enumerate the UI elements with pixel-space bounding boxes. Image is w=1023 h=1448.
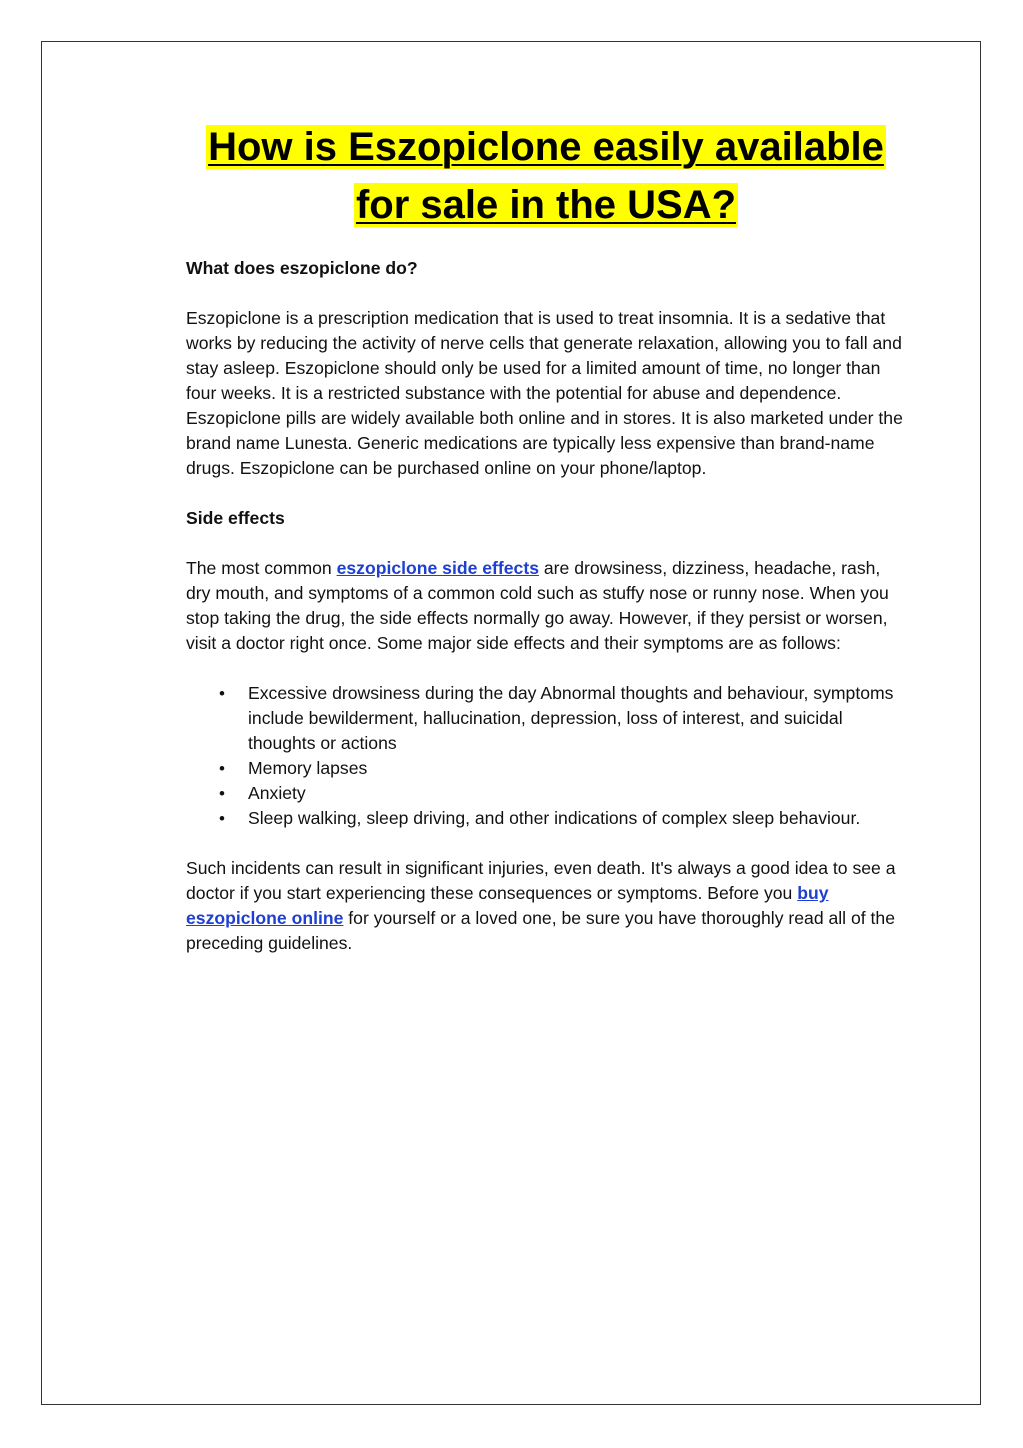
list-item: • Sleep walking, sleep driving, and other indications of complex sleep behaviour. bbox=[248, 806, 906, 831]
buy-online-link[interactable]: buy eszopiclone online bbox=[186, 883, 829, 928]
side-effects-link[interactable]: eszopiclone side effects bbox=[336, 558, 539, 578]
side-effects-paragraph bbox=[186, 556, 906, 656]
closing-paragraph bbox=[186, 856, 906, 956]
document-content bbox=[186, 118, 906, 981]
closing-text-after: for yourself or a loved one, be sure you have thoroughly read all of the preceding guidelines. bbox=[186, 908, 895, 953]
side-effects-text-before: The most common bbox=[186, 558, 337, 578]
side-effects-text-after: are drowsiness, dizziness, headache, rash, dry mouth, and symptoms of a common cold such as stuffy nose or runny nose. When you stop taking the drug, the side effects normally go away. However, if they persist or worsen, visit a doctor right once. Some major side effects and their symptoms are as follows: bbox=[186, 558, 889, 653]
list-item: • Anxiety bbox=[248, 781, 906, 806]
closing-text-before: Such incidents can result in significant injuries, even death. It's always a good idea to see a doctor if you start experiencing these consequences or symptoms. Before you bbox=[186, 858, 896, 903]
title-line-2: for sale in the USA? bbox=[355, 183, 737, 227]
intro-paragraph: Eszopiclone is a prescription medication that is used to treat insomnia. It is a sedative that works by reducing the activity of nerve cells that generate relaxation, allowing you to fall and stay asleep. Eszopiclone should only be used for a limited amount of time, no longer than four weeks. It is a restricted substance with the potential for abuse and dependence. Eszopiclone pills are widely available both online and in stores. It is also marketed under the brand name Lunesta. Generic medications are typically less expensive than brand-name drugs. Eszopiclone can be purchased online on your phone/laptop. bbox=[186, 308, 903, 478]
section-heading-side-effects: Side effects bbox=[186, 508, 285, 528]
list-item: • Memory lapses bbox=[248, 756, 906, 781]
side-effects-list bbox=[186, 681, 906, 831]
section-heading-what-does: What does eszopiclone do? bbox=[186, 258, 418, 278]
title-line-1: How is Eszopiclone easily available bbox=[208, 125, 884, 169]
document-title bbox=[186, 118, 906, 234]
list-item: • Excessive drowsiness during the day Abnormal thoughts and behaviour, symptoms include bewilderment, hallucination, depression, loss of interest, and suicidal thoughts or actions bbox=[248, 681, 906, 756]
